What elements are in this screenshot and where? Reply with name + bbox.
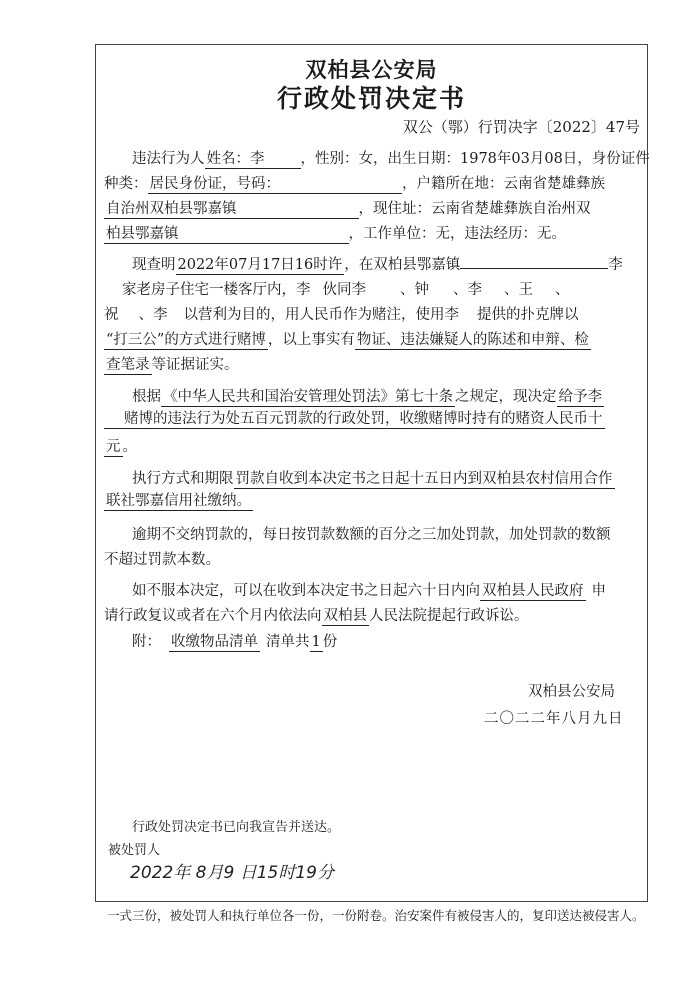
facts-line-1: 现查明 2022年07月17日16时许 ，在双柏县鄂嘉镇 李 [132,253,640,275]
attachment-line: 附： 收缴物品清单 清单共 1 份 [132,630,640,652]
overdue-line-1: 逾期不交纳罚款的，每日按罚款数额的百分之三加处罚款，加处罚款的数额 [132,527,611,543]
overdue-line-2: 不超过罚款本数。 [104,552,220,568]
execution-line-2: 联社鄂嘉信用社缴纳。 [104,492,640,511]
document-number: 双公（鄂）行罚决字〔2022〕47号 [402,118,640,136]
offender-line-2: 种类： 居民身份证，号码： ，户籍所在地：云南省楚雄彝族 [104,172,640,194]
document-type-title: 行政处罚决定书 [276,84,466,113]
handwritten-receipt-time: 2022年 8月9 日15时19分 [130,863,334,883]
offender-line-4: 柏县鄂嘉镇 ，工作单位：无，违法经历：无。 [104,222,640,244]
facts-line-5: 查笔录 等证据证实。 [104,353,640,375]
offender-line-1: 违法行为人 姓名：李 ，性别：女，出生日期：1978年03月08日，身份证件 [132,147,640,169]
offender-line-3: 自治州双柏县鄂嘉镇 ，现住址：云南省楚雄彝族自治州双 [104,197,640,219]
facts-line-3: 祝 、李 以营利为目的，用人民币作为赌注，使用李 提供的扑克牌以 [104,307,579,323]
delivery-acknowledgement: 行政处罚决定书已向我宣告并送达。 [132,820,341,835]
recipient-label: 被处罚人 [108,843,161,858]
appeal-line-1: 如不服本决定，可以在收到本决定书之日起六十日内向 双柏县人民政府 申 [132,579,640,601]
basis-line-3: 元 。 [104,435,640,457]
signing-agency: 双柏县公安局 [528,684,615,700]
facts-line-2: 家老房子住宅一楼客厅内，李 伙同李 、钟 、李 、王 、 [122,282,570,298]
basis-line-2: 赌博的违法行为处五百元罚款的行政处罚，收缴赌博时持有的赌资人民币十 [104,410,640,429]
offender-name-field: 姓名：李 [205,150,301,169]
appeal-line-2: 请行政复议或者在六个月内依法向 双柏县 人民法院提起行政诉讼。 [104,604,640,626]
facts-line-4: “打三公”的方式进行赌博 ，以上事实有 物证、违法嫌疑人的陈述和申辩、检 [104,328,640,350]
footer-note: 一式三份，被处罚人和执行单位各一份，一份附卷。治安案件有被侵害人的，复印送达被侵害人。 [107,908,645,923]
execution-line-1: 执行方式和期限 罚款自收到本决定书之日起十五日内到双柏县农村信用合作 [132,467,640,489]
signing-date: 二〇二二年八月九日 [484,711,624,727]
agency-title: 双柏县公安局 [305,58,438,82]
basis-line-1: 根据 《中华人民共和国治安管理处罚法》第七十条 之规定，现决定 给予李 [132,385,640,407]
